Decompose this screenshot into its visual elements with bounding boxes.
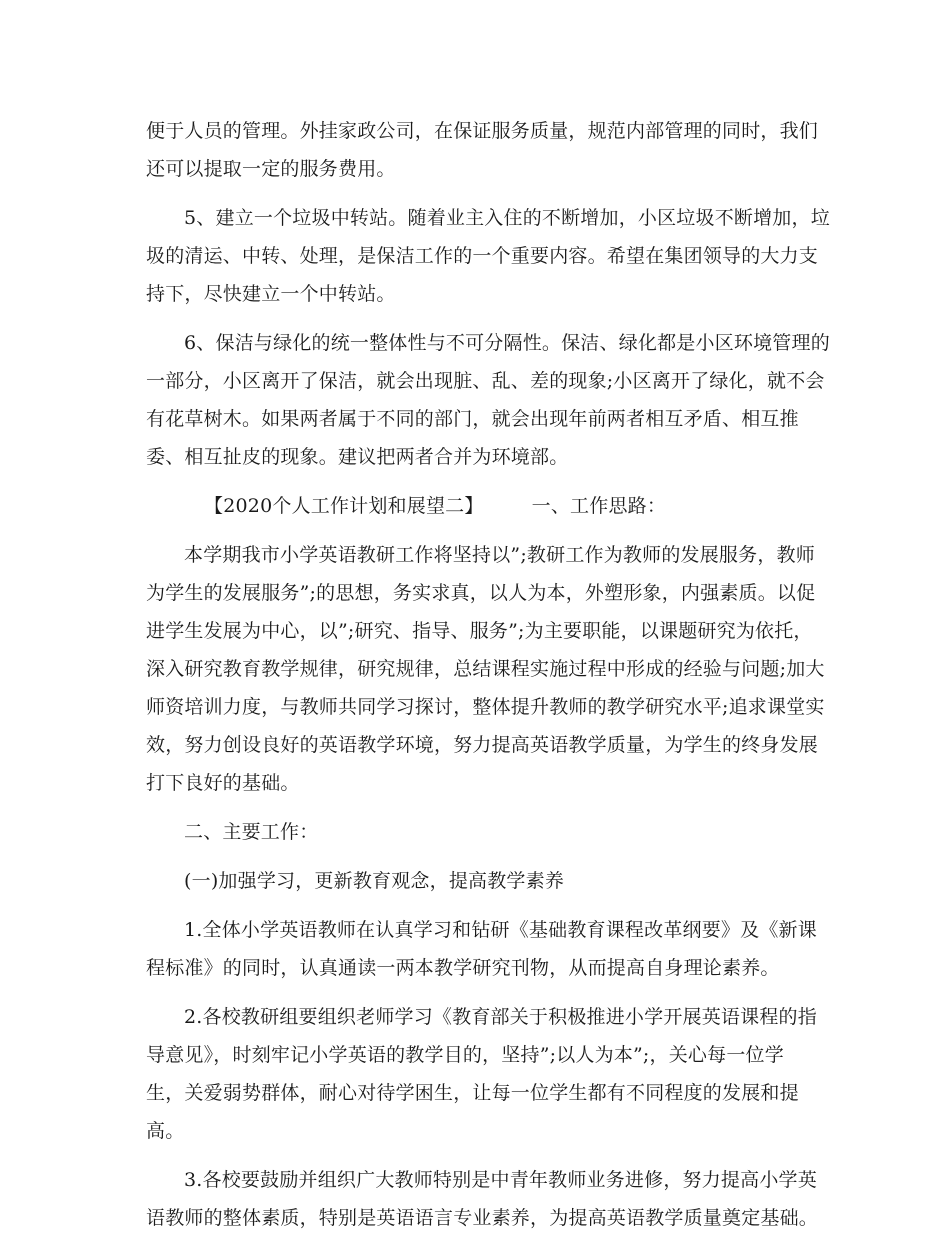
text-line: 深入研究教育教学规律，研究规律，总结课程实施过程中形成的经验与问题;加大	[146, 658, 825, 680]
paragraph	[146, 998, 817, 1150]
text-line: 为学生的发展服务”;的思想，务实求真，以人为本，外塑形象，内强素质。以促	[146, 582, 816, 604]
text-line: 打下良好的基础。	[146, 772, 300, 794]
text-line: 语教师的整体素质，特别是英语语言专业素养，为提高英语教学质量奠定基础。	[146, 1207, 819, 1229]
paragraph-gap	[146, 851, 806, 862]
paragraph	[146, 112, 819, 188]
paragraph-gap	[146, 900, 806, 911]
text-line: 生，关爱弱势群体，耐心对待学困生，让每一位学生都有不同程度的发展和提	[146, 1082, 799, 1104]
text-line: 一部分，小区离开了保洁，就会出现脏、乱、差的现象;小区离开了绿化，就不会	[146, 370, 825, 392]
text-line: (一)加强学习，更新教育观念，提高教学素养	[184, 870, 565, 892]
paragraph-gap	[146, 525, 806, 536]
text-line: 2.各校教研组要组织老师学习《教育部关于积极推进小学开展英语课程的指	[184, 1006, 817, 1028]
text-line: 5、建立一个垃圾中转站。随着业主入住的不断增加，小区垃圾不断增加，垃	[184, 207, 830, 229]
text-line: 3.各校要鼓励并组织广大教师特别是中青年教师业务进修，努力提高小学英	[184, 1169, 817, 1191]
paragraph	[146, 536, 825, 802]
paragraph	[146, 911, 817, 987]
text-line: 进学生发展为中心，以”;研究、指导、服务”;为主要职能，以课题研究为依托，	[146, 620, 813, 642]
paragraph	[146, 813, 806, 851]
text-line: 6、保洁与绿化的统一整体性与不可分隔性。保洁、绿化都是小区环境管理的	[184, 332, 830, 354]
paragraph-gap	[146, 476, 806, 487]
text-line: 委、相互扯皮的现象。建议把两者合并为环境部。	[146, 446, 569, 468]
text-line: 本学期我市小学英语教研工作将坚持以”;教研工作为教师的发展服务，教师	[184, 544, 815, 566]
paragraph	[146, 324, 830, 476]
text-line: 便于人员的管理。外挂家政公司，在保证服务质量，规范内部管理的同时，我们	[146, 120, 819, 142]
text-line: 【2020个人工作计划和展望二】 一、工作思路：	[204, 495, 667, 517]
paragraph-gap	[146, 1150, 806, 1161]
paragraph	[146, 199, 830, 313]
text-line: 持下，尽快建立一个中转站。	[146, 283, 396, 305]
text-line: 圾的清运、中转、处理，是保洁工作的一个重要内容。希望在集团领导的大力支	[146, 245, 819, 267]
text-line: 1.全体小学英语教师在认真学习和钻研《基础教育课程改革纲要》及《新课	[184, 919, 817, 941]
text-line: 师资培训力度，与教师共同学习探讨，整体提升教师的教学研究水平;追求课堂实	[146, 696, 825, 718]
text-line: 效，努力创设良好的英语教学环境，努力提高英语教学质量，为学生的终身发展	[146, 734, 819, 756]
paragraph	[146, 862, 806, 900]
paragraph-gap	[146, 313, 806, 324]
text-line: 程标准》的同时，认真通读一两本教学研究刊物，从而提高自身理论素养。	[146, 957, 780, 979]
text-line: 还可以提取一定的服务费用。	[146, 158, 396, 180]
text-line: 二、主要工作：	[184, 821, 319, 843]
paragraph-gap	[146, 188, 806, 199]
section-heading	[146, 487, 806, 525]
text-line: 导意见》，时刻牢记小学英语的教学目的，坚持”;以人为本”;，关心每一位学	[146, 1044, 784, 1066]
document-body	[146, 112, 830, 1237]
paragraph	[146, 1161, 819, 1237]
paragraph-gap	[146, 802, 806, 813]
paragraph-gap	[146, 987, 806, 998]
text-line: 高。	[146, 1120, 185, 1142]
text-line: 有花草树木。如果两者属于不同的部门，就会出现年前两者相互矛盾、相互推	[146, 408, 799, 430]
